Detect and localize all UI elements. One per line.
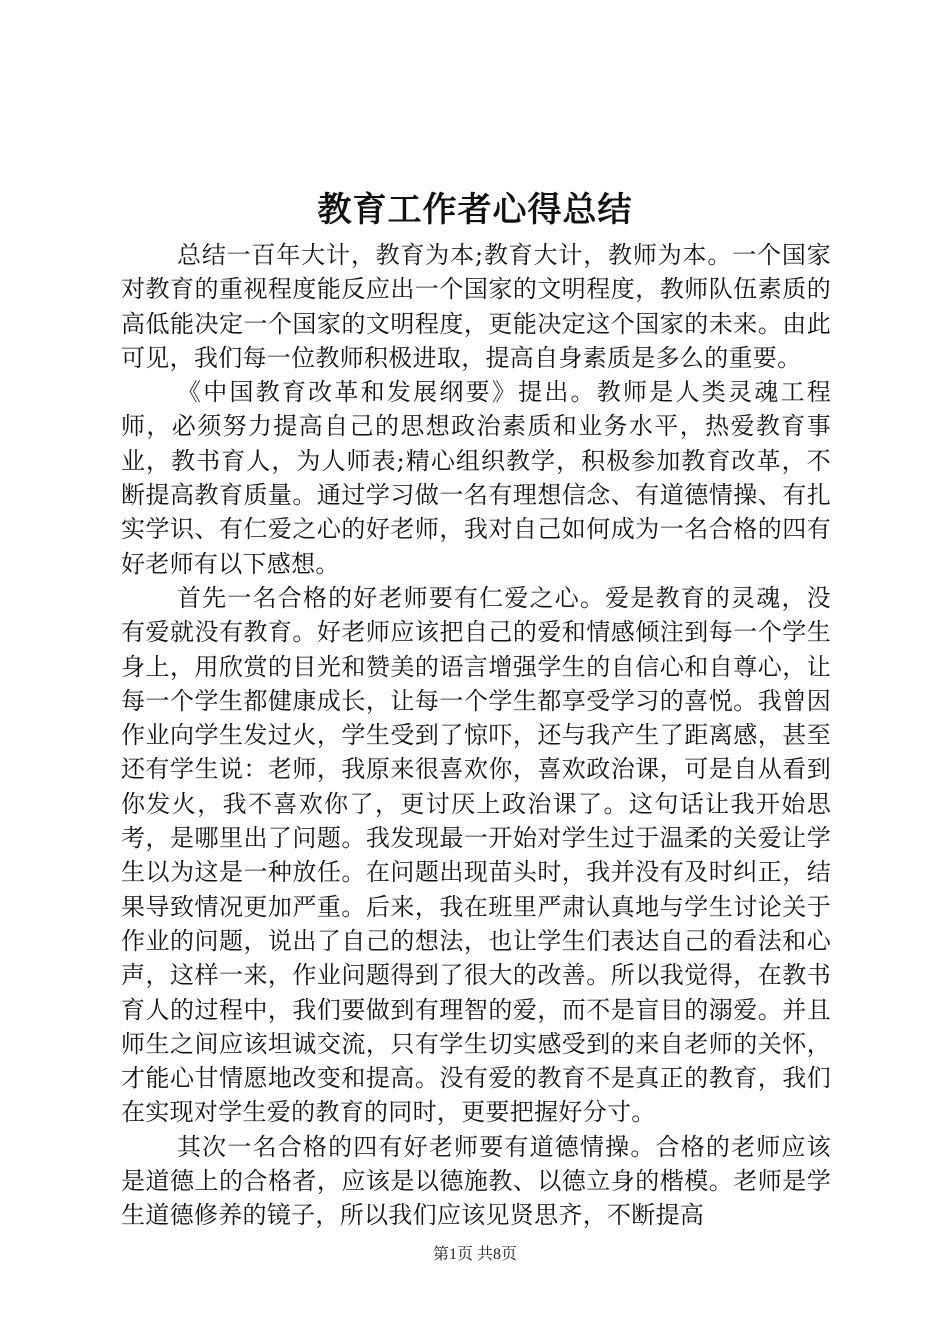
paragraph-1: 总结一百年大计，教育为本;教育大计，教师为本。一个国家对教育的重视程度能反应出一个国家的文明程度，教师队伍素质的高低能决定一个国家的文明程度，更能决定这个国家的未来。由此可见，我们每一位教师积极进取，提高自身素质是多么的重要。 [121,241,831,372]
paragraph-2: 《中国教育改革和发展纲要》提出。教师是人类灵魂工程师，必须努力提高自己的思想政治素质和业务水平，热爱教育事业，教书育人，为人师表;精心组织教学，积极参加教育改革，不断提高教育质量。通过学习做一名有理想信念、有道德情操、有扎实学识、有仁爱之心的好老师，我对自己如何成为一名合格的四有好老师有以下感想。 [121,378,831,578]
document-body [121,238,831,1233]
page-footer: 第1页 共8页 [432,1246,517,1263]
document-title: 教育工作者心得总结 [317,190,633,230]
paragraph-3: 首先一名合格的好老师要有仁爱之心。爱是教育的灵魂，没有爱就没有教育。好老师应该把自己的爱和情感倾注到每一个学生身上，用欣赏的目光和赞美的语言增强学生的自信心和自尊心，让每一个学生都健康成长，让每一个学生都享受学习的喜悦。我曾因作业向学生发过火，学生受到了惊吓，还与我产生了距离感，甚至还有学生说：老师，我原来很喜欢你，喜欢政治课，可是自从看到你发火，我不喜欢你了，更讨厌上政治课了。这句话让我开始思考，是哪里出了问题。我发现最一开始对学生过于温柔的关爱让学生以为这是一种放任。在问题出现苗头时，我并没有及时纠正，结果导致情况更加严重。后来，我在班里严肃认真地与学生讨论关于作业的问题，说出了自己的想法，也让学生们表达自己的看法和心声，这样一来，作业问题得到了很大的改善。所以我觉得，在教书育人的过程中，我们要做到有理智的爱，而不是盲目的溺爱。并且师生之间应该坦诚交流，只有学生切实感受到的来自老师的关怀，才能心甘情愿地改变和提高。没有爱的教育不是真正的教育，我们在实现对学生爱的教育的同时，更要把握好分寸。 [121,583,831,1127]
paragraph-4: 其次一名合格的四有好老师要有道德情操。合格的老师应该是道德上的合格者，应该是以德施教、以德立身的楷模。老师是学生道德修养的镜子，所以我们应该见贤思齐，不断提高 [121,1132,831,1230]
